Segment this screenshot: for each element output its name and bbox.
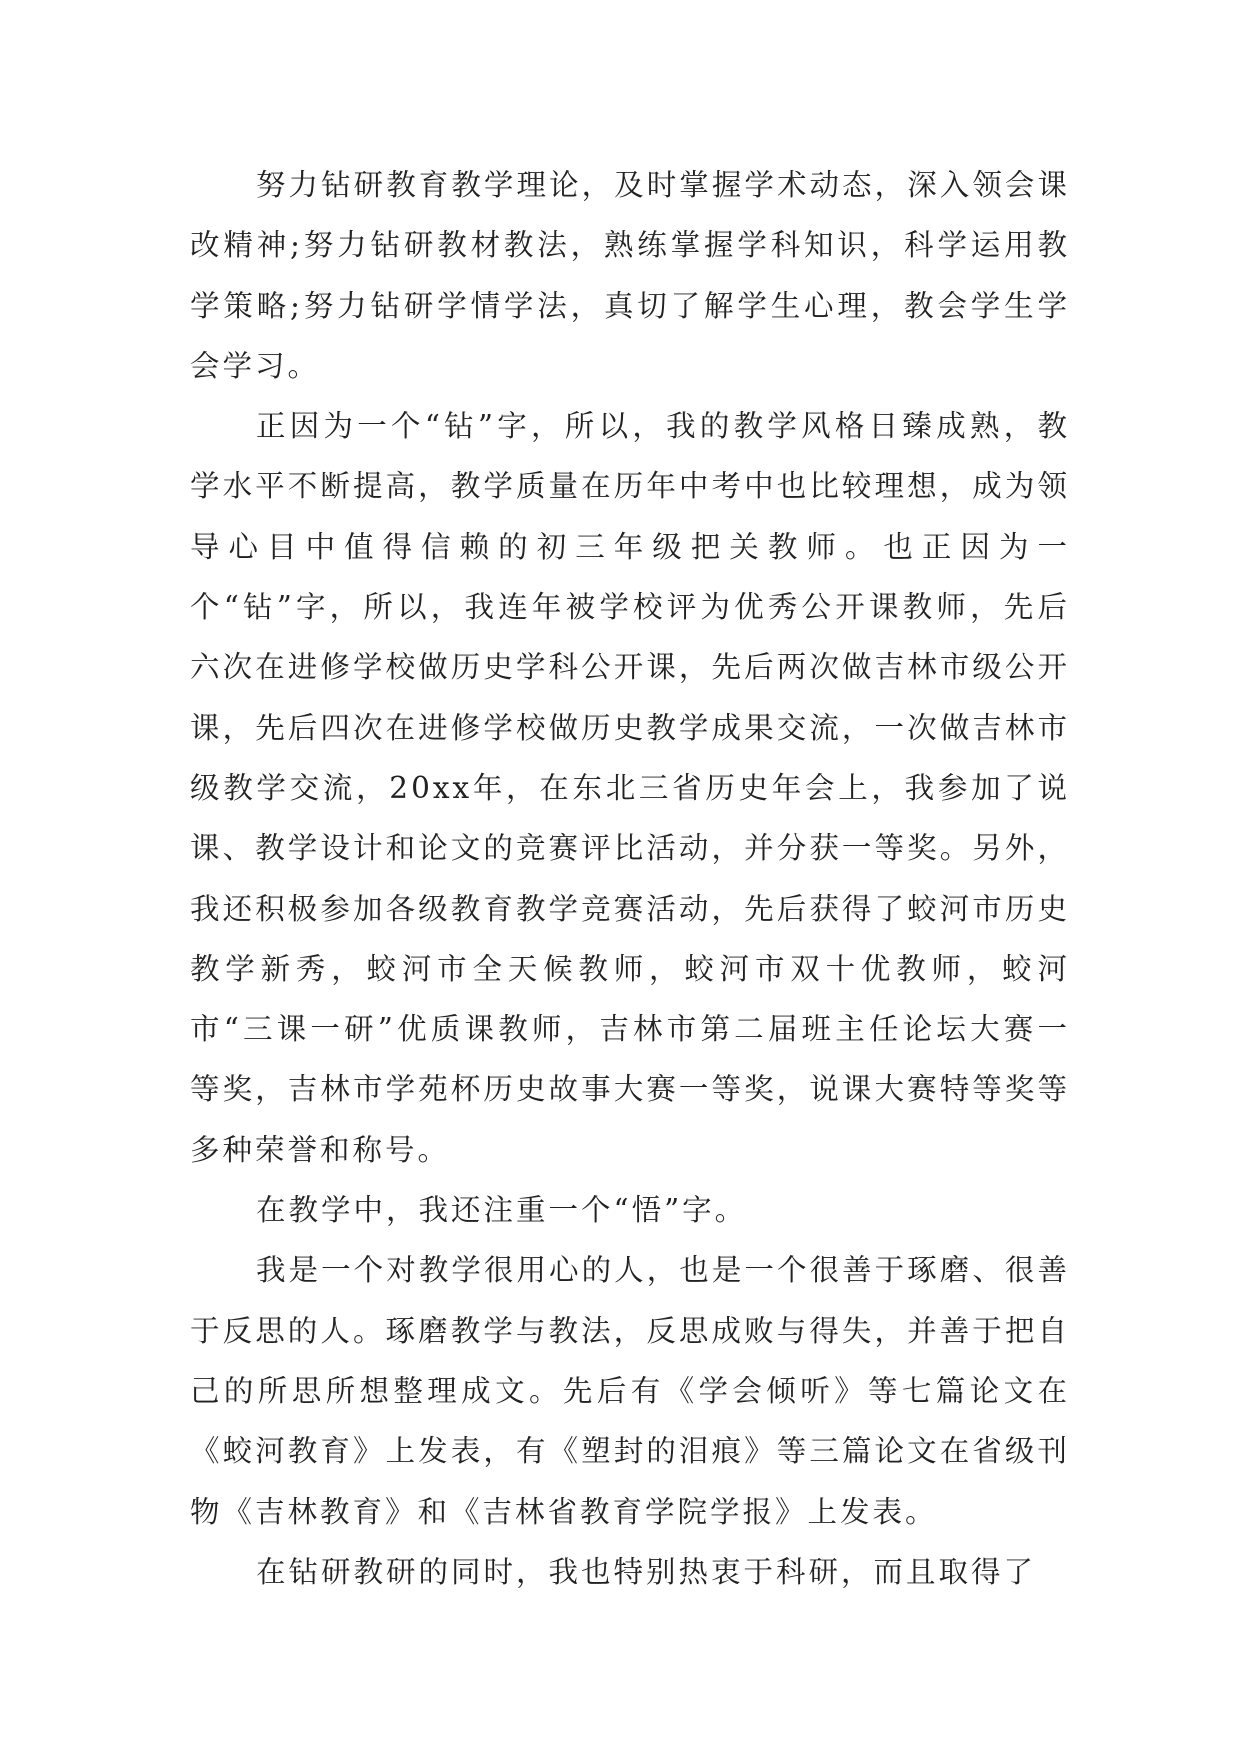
paragraph-1: 努力钻研教育教学理论，及时掌握学术动态，深入领会课改精神;努力钻研教材教法，熟练掌握学科知识，科学运用教学策略;努力钻研学情学法，真切了解学生心理，教会学生学会学习。 <box>190 168 1070 383</box>
document-body <box>190 155 1070 1602</box>
paragraph-3: 在教学中，我还注重一个“悟”字。 <box>256 1193 748 1228</box>
paragraph-4: 我是一个对教学很用心的人，也是一个很善于琢磨、很善于反思的人。琢磨教学与教法，反思成败与得失，并善于把自己的所思所想整理成文。先后有《学会倾听》等七篇论文在《蛟河教育》上发表，有《塑封的泪痕》等三篇论文在省级刊物《吉林教育》和《吉林省教育学院学报》上发表。 <box>190 1253 1070 1529</box>
paragraph-5: 在钻研教研的同时，我也特别热衷于科研，而且取得了 <box>256 1554 1037 1589</box>
paragraph-2: 正因为一个“钻”字，所以，我的教学风格日臻成熟，教学水平不断提高，教学质量在历年中考中也比较理想，成为领导心目中值得信赖的初三年级把关教师。也正因为一个“钻”字，所以，我连年被学校评为优秀公开课教师，先后六次在进修学校做历史学科公开课，先后两次做吉林市级公开课，先后四次在进修学校做历史教学成果交流，一次做吉林市级教学交流，20xx年，在东北三省历史年会上，我参加了说课、教学设计和论文的竞赛评比活动，并分获一等奖。另外，我还积极参加各级教育教学竞赛活动，先后获得了蛟河市历史教学新秀，蛟河市全天候教师，蛟河市双十优教师，蛟河市“三课一研”优质课教师，吉林市第二届班主任论坛大赛一等奖，吉林市学苑杯历史故事大赛一等奖，说课大赛特等奖等多种荣誉和称号。 <box>190 409 1070 1167</box>
